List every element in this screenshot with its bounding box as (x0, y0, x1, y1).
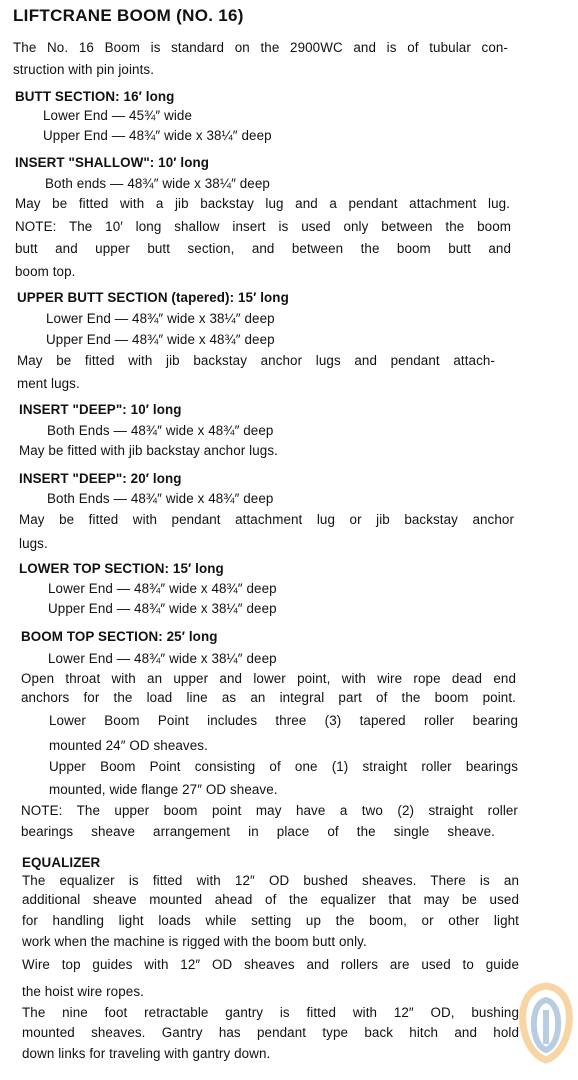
butt-section-heading: BUTT SECTION: 16′ long (15, 89, 175, 104)
equalizer-line-1: The equalizer is fitted with 12″ OD bushed sheaves. There is an (22, 873, 519, 888)
insert-deep-20-heading: INSERT "DEEP": 20′ long (19, 471, 182, 486)
lower-top-lower-end: Lower End — 48¾″ wide x 48¾″ deep (48, 581, 277, 596)
insert-deep-20-ends: Both Ends — 48¾″ wide x 48¾″ deep (47, 491, 274, 506)
butt-section-lower-end: Lower End — 45¾″ wide (43, 108, 193, 123)
upper-butt-upper-end: Upper End — 48¾″ wide x 48¾″ deep (46, 332, 275, 347)
gantry-line-2: mounted sheaves. Gantry has pendant type back hitch and hold (22, 1025, 519, 1040)
lower-top-heading: LOWER TOP SECTION: 15′ long (19, 561, 224, 576)
equalizer-line-2: additional sheave mounted ahead of the equalizer that may be used (22, 892, 519, 907)
upper-butt-lower-end: Lower End — 48¾″ wide x 38¼″ deep (46, 311, 275, 326)
lower-top-upper-end: Upper End — 48¾″ wide x 38¼″ deep (48, 601, 277, 616)
note-shallow-line-1: NOTE: The 10′ long shallow insert is used only between the boom (15, 219, 511, 234)
intro-line-1: The No. 16 Boom is standard on the 2900WC and is of tubular con- (13, 40, 508, 55)
insert-shallow-ends: Both ends — 48¾″ wide x 38¼″ deep (45, 176, 270, 191)
gantry-line-3: down links for traveling with gantry down. (22, 1046, 271, 1061)
insert-deep-20-note-1: May be fitted with pendant attachment lug or jib backstay anchor (19, 512, 514, 527)
equalizer-line-3: for handling light loads while setting up the boom, or other light (22, 913, 519, 928)
lower-boom-point-1: Lower Boom Point includes three (3) tapered roller bearing (49, 713, 518, 728)
upper-butt-note-2: ment lugs. (17, 376, 80, 391)
equalizer-line-4: work when the machine is rigged with the boom butt only. (22, 934, 367, 949)
insert-shallow-heading: INSERT "SHALLOW": 10′ long (15, 155, 210, 170)
page-title: LIFTCRANE BOOM (NO. 16) (13, 6, 244, 25)
upper-boom-point-2: mounted, wide flange 27″ OD sheave. (49, 782, 278, 797)
gantry-line-1: The nine foot retractable gantry is fitted with 12″ OD, bushing (22, 1005, 519, 1020)
note-upper-point-2: bearings sheave arrangement in place of the single sheave. (21, 824, 495, 839)
wire-guides-line-1: Wire top guides with 12″ OD sheaves and rollers are used to guide (22, 957, 519, 972)
wire-guides-line-2: the hoist wire ropes. (22, 984, 144, 999)
boom-top-lower-end: Lower End — 48¾″ wide x 38¼″ deep (48, 651, 277, 666)
insert-deep-10-heading: INSERT "DEEP": 10′ long (19, 402, 182, 417)
insert-deep-10-note: May be fitted with jib backstay anchor lugs. (19, 443, 278, 458)
intro-line-2: struction with pin joints. (13, 62, 155, 77)
boom-top-desc-2: anchors for the load line as an integral part of the boom point. (21, 690, 516, 705)
insert-deep-20-note-2: lugs. (19, 536, 48, 551)
upper-butt-heading: UPPER BUTT SECTION (tapered): 15′ long (17, 290, 289, 305)
upper-butt-note-1: May be fitted with jib backstay anchor lugs and pendant attach- (17, 353, 495, 368)
crane-logo-icon (518, 982, 574, 1064)
note-upper-point-1: NOTE: The upper boom point may have a two (2) straight roller (21, 803, 518, 818)
upper-boom-point-1: Upper Boom Point consisting of one (1) straight roller bearings (49, 759, 518, 774)
equalizer-heading: EQUALIZER (22, 855, 101, 870)
note-shallow-line-2: butt and upper butt section, and between the boom butt and (15, 241, 511, 256)
note-shallow-line-3: boom top. (15, 264, 76, 279)
boom-top-heading: BOOM TOP SECTION: 25′ long (21, 629, 218, 644)
insert-shallow-note: May be fitted with a jib backstay lug and a pendant attachment lug. (15, 196, 510, 211)
insert-deep-10-ends: Both Ends — 48¾″ wide x 48¾″ deep (47, 423, 274, 438)
butt-section-upper-end: Upper End — 48¾″ wide x 38¼″ deep (43, 128, 272, 143)
boom-top-desc-1: Open throat with an upper and lower point, with wire rope dead end (21, 671, 516, 686)
lower-boom-point-2: mounted 24″ OD sheaves. (49, 738, 208, 753)
